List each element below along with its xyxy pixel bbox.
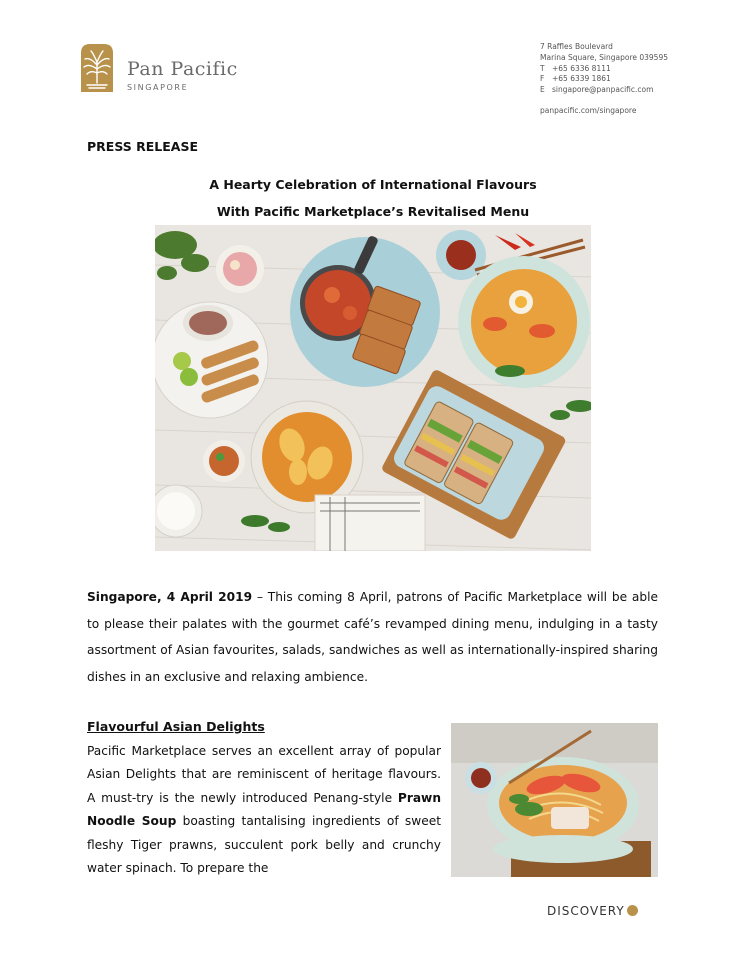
press-release-label: PRESS RELEASE <box>87 139 199 154</box>
intro-text: – This coming 8 April, patrons of Pacific Marketplace will be able to please their palates with the gourmet café’s revamped dining menu, indulging in a tasty assortment of Asian favourites, salads, sandwiches as well as internationally-inspired sharing dishes in an exclusive and relaxing ambience. <box>87 590 659 684</box>
email-row <box>540 85 668 96</box>
fax-label: F <box>540 74 545 84</box>
logo-name: Pan Pacific <box>127 58 238 80</box>
email-label: E <box>540 85 545 95</box>
section-bold-dish: Prawn Noodle Soup <box>87 790 441 829</box>
address-line1: 7 Raffles Boulevard <box>540 42 613 51</box>
logo-sub: SINGAPORE <box>127 83 189 92</box>
section-paragraph <box>87 740 441 880</box>
contact-block <box>540 42 668 117</box>
phone-row <box>540 64 668 75</box>
section-text-after: boasting tantalising ingredients of sweet fleshy Tiger prawns, succulent pork belly and crunchy water spinach. To prepare the <box>87 814 441 876</box>
intro-dateline: Singapore, 4 April 2019 <box>87 590 253 604</box>
discovery-logo-text: DISCOVERY <box>547 904 625 918</box>
website-link[interactable]: panpacific.com/singapore <box>540 105 637 115</box>
address-line2: Marina Square, Singapore 039595 <box>540 52 668 62</box>
email-link[interactable]: singapore@panpacific.com <box>552 85 654 95</box>
fax-row <box>540 74 668 85</box>
prawn-noodle-photo <box>451 723 658 877</box>
pan-pacific-emblem-icon <box>79 43 115 93</box>
pan-pacific-logo <box>79 43 279 95</box>
discovery-logo <box>547 904 638 918</box>
discovery-mark-icon <box>627 905 638 916</box>
intro-paragraph <box>87 584 658 690</box>
section-text-before: Pacific Marketplace serves an excellent array of popular Asian Delights that are reminiscent of heritage flavours. A must-try is the newly introduced Penang-style <box>87 744 441 805</box>
phone-number: +65 6336 8111 <box>552 63 611 73</box>
section-heading: Flavourful Asian Delights <box>87 719 265 734</box>
fax-number: +65 6339 1861 <box>552 74 611 84</box>
phone-label: T <box>540 63 545 73</box>
headline-line1: A Hearty Celebration of International Flavours <box>209 177 537 192</box>
headline-line2: With Pacific Marketplace’s Revitalised Menu <box>216 204 530 219</box>
hero-food-photo <box>155 225 591 551</box>
